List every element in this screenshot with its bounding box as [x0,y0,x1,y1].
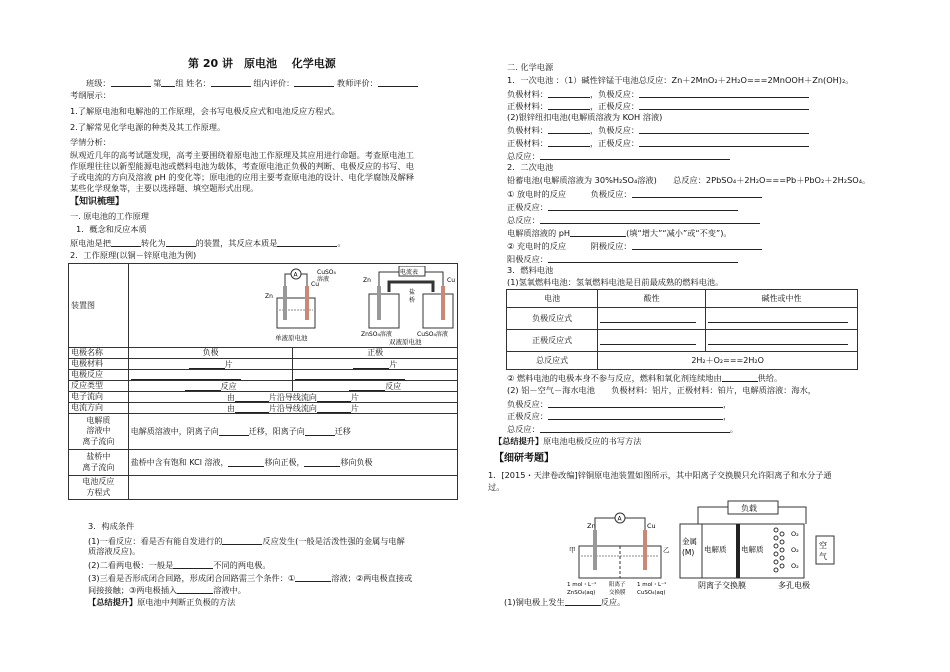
negative-material-unit: 片 [224,359,233,369]
ag-zn-total-blank[interactable] [540,151,730,160]
fig4-metal-symbol: (M) [682,548,695,557]
row-label-reaction: 电极反应 [69,370,129,381]
al-air-total-blank[interactable] [540,424,730,433]
condition-3-blank-2[interactable] [177,585,213,594]
electrolyte-text-b: 迁移，阳离子向 [248,427,305,436]
h2o2-intro: (1)氢氧燃料电池：氢氧燃料电池是目前最成熟的燃料电池。 [507,277,724,287]
question-1-sub-1: (1)铜电极上发生 反应。 [504,596,626,607]
group-eval-label: 组内评价： [253,77,295,88]
discharge-total-line: 总反应： [507,215,760,224]
teacher-eval-blank[interactable] [378,78,418,87]
question-1-blank[interactable] [565,597,601,606]
discharge-positive-line: 正极反应： [507,202,738,211]
fig2-saltbridge-label-a: 盐 [408,289,415,296]
row-label-current-flow: 电流方向 [69,403,129,414]
fig3-ammeter-label: A [617,515,622,523]
fig4-air-label-b: 气 [819,552,827,561]
row-label-material: 电极材料 [69,359,129,370]
principle-table [68,263,458,500]
fuel-table-row-negative: 负极反应式 [507,308,598,330]
fig3-right-conc: 1 mol・L⁻¹ [637,582,667,588]
concept-text-a: 原电池是把 [70,237,111,248]
row-label-electron-flow: 电子流向 [69,392,129,403]
single-cell-figure [259,268,354,344]
zn-cu-exchange-figure [567,512,679,600]
fig3-zn-label: Zn [587,522,596,530]
electrolyte-text-c: 迁移 [334,427,351,436]
electron-flow-mid: 片沿导线流向 [268,392,317,402]
positive-type-cell[interactable] [293,381,458,392]
name-blank[interactable] [211,78,251,87]
secondary-heading: 2．二次电池 [507,162,554,172]
fig3-left-solution: ZnSO₄(aq) [567,590,596,596]
fig3-right-cell-label: 乙 [663,546,670,554]
section-3-heading: 3．构成条件 [88,521,135,531]
fuel-total-equation: 2H₂＋O₂===2H₂O [598,352,858,370]
fig1-cuso4-label: CuSO₄ [316,269,336,276]
concept-blank-2[interactable] [166,238,196,247]
negative-type-unit: 反应 [220,381,237,391]
question-1-line-b: 过。 [488,482,505,492]
fig4-air-label-a: 空 [819,541,827,550]
row-label-electrode: 电极名称 [69,348,129,359]
fuel-table-header-battery: 电池 [507,290,598,308]
fig3-right-solution: CuSO₄(aq) [637,590,666,596]
concept-blank-1[interactable] [111,238,141,247]
fuel-cell-table [506,289,858,370]
section-2-heading: 二. 化学电源 [507,62,554,72]
ag-zn-pos-material-blank[interactable] [548,138,590,147]
fig1-zn-label: Zn [264,293,273,300]
charge-cathode-line: ② 充电时的反应 阴极反应： [507,241,762,250]
al-air-neg-blank[interactable] [548,399,723,408]
fig2-caption: 双液原电池 [388,338,422,346]
fuel-table-header-alkaline: 碱性或中性 [706,290,858,308]
charge-anode-line: 阳极反应： [507,254,738,263]
fig3-membrane-label-b: 交换膜 [609,590,626,596]
name-label: 组 姓名： [175,77,211,88]
fig2-saltbridge-label-b: 桥 [408,297,415,304]
fig1-ammeter-label: A [293,271,298,279]
group-blank[interactable] [161,78,175,87]
zn-mn-neg-reaction-blank[interactable] [639,89,809,98]
fig2-cu-label: Cu [446,277,455,284]
fuel-pos-acid-cell[interactable] [598,330,706,352]
fig4-metal-label: 金属 [682,537,697,546]
zn-mn-positive-line: 正极材料： ，正极反应： [507,101,809,110]
section-1-heading: 一. 原电池的工作原理 [70,211,149,221]
ag-zn-total-line: 总反应： [507,151,730,160]
metal-air-battery-figure [678,500,848,590]
zhishi-heading: 【知识梳理】 [70,197,125,207]
device-figures-cell [128,264,457,348]
ph-blank[interactable] [570,228,626,237]
saltbridge-text-c: 移向负极 [340,458,373,467]
question-1-line-a: 1．[2015・天津卷改编]锌铜原电池装置如图所示，其中阳离子交换膜只允许阳离子和水分子通 [488,470,832,480]
zn-mn-neg-material-blank[interactable] [548,89,590,98]
positive-electrode-header: 正极 [293,348,458,359]
concept-line: 原电池是把 转化为 的装置，其反应本质是 。 [70,237,346,248]
condition-1-blank[interactable] [222,536,262,545]
ag-zn-positive-line: 正极材料： ，正极反应： [507,138,809,147]
electrolyte-flow-cell[interactable] [128,414,457,450]
electron-flow-from: 由 [226,392,235,402]
row-label-device: 装置图 [69,264,129,348]
kaogang-item-1: 1.了解原电池和电解池的工作原理，会书写电极反应式和电池反应方程式。 [70,106,340,116]
condition-2-blank[interactable] [173,560,213,569]
double-cell-figure [361,266,471,346]
xueqing-line-3: 子或电流的方向及溶液 pH 的变化等；原电池的应用主要考查原电池的设计、电化学腐蚀及解释 [70,172,415,182]
ag-zn-pos-reaction-blank[interactable] [639,138,809,147]
fuel-pos-alk-cell[interactable] [706,330,858,352]
fig1-cu-label: Cu [310,281,319,288]
teacher-eval-label: 教师评价： [336,77,378,88]
positive-reaction-cell[interactable] [293,370,458,381]
current-flow-from: 由 [226,403,235,413]
fig2-ammeter-label: 电流表 [399,269,418,276]
fig1-caption: 单液原电池 [274,334,308,342]
al-air-line: (2) 铝－空气－海水电池 负极材料：铝片，正极材料：铂片，电解质溶液：海水， [507,385,816,395]
negative-electrode-header: 负极 [128,348,293,359]
fig3-membrane-label-a: 阳离子 [609,582,626,588]
negative-material-cell[interactable] [128,359,293,370]
cell-equation-cell[interactable] [128,476,457,500]
fuel-neg-acid-cell[interactable] [598,308,706,330]
fig2-zn-label: Zn [362,277,371,284]
xueqing-line-4: 某些化学现象等，主要以选择题、填空题形式出现。 [70,183,259,193]
zn-mn-pos-material-blank[interactable] [548,101,590,110]
kaogang-item-2: 2.了解常见化学电源的种类及其工作原理。 [70,122,226,132]
xueqing-line-1: 纵观近几年的高考试题发现，高考主要围绕着原电池工作原理及其应用进行命题。考查原电池工 [70,150,414,160]
xueqing-line-2: 作原理往往以新型能源电池或燃料电池为载体，考查原电池正负极的判断、电极反应的书写、电 [70,161,414,171]
al-air-positive-line: 正极反应： ， [507,410,732,421]
fuel-cell-heading: 3．燃料电池 [507,265,554,275]
xiyan-heading: 【细研考题】 [494,453,554,464]
fig2-cuso4-label: CuSO₄溶液 [416,331,448,338]
fuel-neg-alk-cell[interactable] [706,308,858,330]
xueqing-heading: 学情分析： [70,137,111,147]
concept-blank-3[interactable] [277,238,337,247]
fig3-cu-label: Cu [647,522,656,530]
al-air-pos-blank[interactable] [548,411,723,420]
fig1-solution-label: 溶液 [316,276,329,283]
row-label-saltbridge: 盐桥中 离子流向 [69,450,129,476]
concept-text-c: 的装置，其反应本质是 [195,237,278,248]
negative-reaction-cell[interactable] [128,370,293,381]
fuel-supply-line: ② 燃料电池的电极本身不参与反应，燃料和氧化剂连续地由 供给。 [507,372,783,383]
fig4-electrolyte-right: 电解质 [741,545,764,554]
condition-1-line-a: (1)一看反应：看是否有能自发进行的 反应发生(一般是活泼性强的金属与电解 [88,535,405,546]
fuel-table-header-acid: 酸性 [598,290,706,308]
current-flow-cell[interactable] [128,403,457,414]
fuel-supply-blank[interactable] [722,373,758,382]
zn-mn-pos-reaction-blank[interactable] [639,101,809,110]
electrolyte-text-a: 电解质溶液中，阴离子向 [130,427,219,436]
fuel-table-row-positive: 正极反应式 [507,330,598,352]
electron-flow-end: 片 [350,392,359,402]
positive-type-unit: 反应 [385,381,402,391]
discharge-pos-blank[interactable] [548,202,738,211]
fig4-o2-label-2: O₂ [791,546,799,554]
saltbridge-text-a: 盐桥中含有饱和 KCl 溶液， [130,458,229,467]
fig3-left-conc: 1 mol・L⁻¹ [567,582,597,588]
fig3-left-cell-label: 甲 [569,546,576,554]
charge-anode-blank[interactable] [548,254,738,263]
current-flow-mid: 片沿导线流向 [268,403,317,413]
current-flow-end: 片 [350,403,359,413]
ph-line: 电解质溶液的 pH (填“增大”“减小”或“不变”)。 [507,227,732,238]
condition-3-line-b: 间接接触；③两电极插入 溶液中。 [88,584,246,595]
discharge-neg-blank[interactable] [632,189,762,198]
al-air-total-line: 总反应： 。 [507,423,738,434]
lead-acid-line: 铅蓄电池(电解质溶液为 30%H₂SO₄溶液) 总反应：2PbSO₄＋2H₂O===Pb＋PbO₂＋2H₂SO₄。 [507,175,871,185]
negative-type-cell[interactable] [128,381,293,392]
electron-flow-cell[interactable] [128,392,457,403]
discharge-negative-line: ① 放电时的反应 负极反应： [507,189,762,198]
fig4-caption-membrane: 阴离子交换膜 [698,581,746,590]
section-1-1: 1．概念和反应本质 [76,224,147,234]
class-label: 班级： [86,77,111,88]
group-eval-blank[interactable] [294,78,334,87]
ag-zn-heading: (2)银锌纽扣电池(电解质溶液为 KOH 溶液) [507,112,663,122]
saltbridge-text-b: 移向正极， [264,458,305,467]
fig4-electrolyte-left: 电解质 [704,545,727,554]
section-1-2: 2．工作原理(以铜－锌原电池为例) [70,250,197,260]
fig4-o2-label-3: O₂ [791,562,799,570]
positive-material-unit: 片 [389,359,398,369]
row-label-electrolyte: 电解质 溶液中 离子流向 [69,414,129,450]
discharge-total-blank[interactable] [540,215,760,224]
condition-1-line-b: 质溶液反应)。 [88,546,141,556]
fig2-znso4-label: ZnSO₄溶液 [360,331,392,338]
row-label-cell-equation: 电池反应 方程式 [69,476,129,500]
page-title: 第 20 讲 原电池 化学电源 [188,57,336,70]
saltbridge-flow-cell[interactable] [128,450,457,476]
summary-left: 【总结提升】原电池中判断正负极的方法 [88,597,236,607]
kaogang-heading: 考纲展示： [70,90,111,100]
group-label: 第 [153,77,162,88]
fuel-table-row-total: 总反应式 [507,352,598,370]
zn-mn-negative-line: 负极材料： ，负极反应： [507,89,809,98]
ag-zn-neg-material-blank[interactable] [548,125,590,134]
primary-battery-line: 1．一次电池 ：（1）碱性锌锰干电池总反应：Zn＋2MnO₂＋2H₂O===2MnOOH＋Zn(OH)₂。 [507,75,854,85]
fig4-caption-electrode: 多孔电极 [778,581,810,590]
positive-material-cell[interactable] [293,359,458,370]
class-blank[interactable] [111,78,151,87]
fig4-o2-label-1: O₂ [791,530,799,538]
ag-zn-neg-reaction-blank[interactable] [639,125,809,134]
concept-text-b: 转化为 [140,237,166,248]
fig4-load-label: 负载 [741,504,757,513]
al-air-negative-line: 负极反应： ， [507,398,732,409]
charge-cathode-blank[interactable] [632,241,762,250]
ag-zn-negative-line: 负极材料： ，负极反应： [507,125,809,134]
summary-right: 【总结提升】原电池电极反应的书写方法 [494,436,642,446]
condition-3-blank-1[interactable] [295,573,331,582]
condition-2-line: (2)二看两电极：一般是 不同的两电极。 [88,559,271,570]
condition-3-line-a: (3)三看是否形成闭合回路，形成闭合回路需三个条件：① 溶液；②两电极直接或 [88,572,413,583]
row-label-type: 反应类型 [69,381,129,392]
info-line [86,78,418,87]
